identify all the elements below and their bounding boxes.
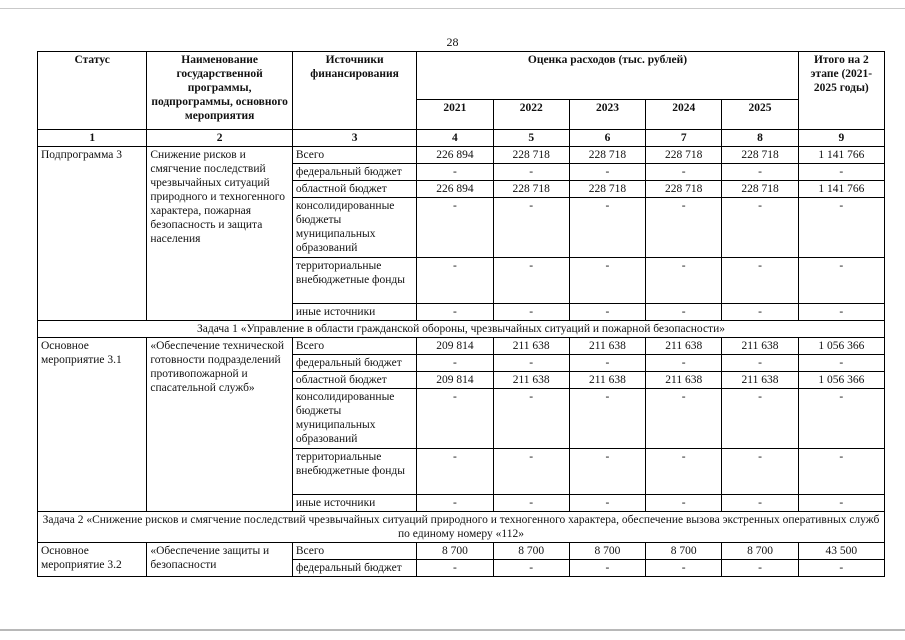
- header-program-name: Наименование государственной программы, подпрограммы, основного мероприятия: [147, 52, 293, 130]
- total-cell: -: [798, 495, 884, 512]
- value-cell: 8 700: [493, 543, 569, 560]
- table-row: [38, 147, 885, 164]
- value-cell: 8 700: [646, 543, 722, 560]
- value-cell: -: [493, 258, 569, 304]
- total-cell: -: [798, 258, 884, 304]
- value-cell: -: [417, 258, 493, 304]
- col-number: 2: [147, 130, 293, 147]
- status-cell: Основное мероприятие 3.1: [38, 338, 147, 512]
- value-cell: -: [417, 449, 493, 495]
- col-number: 9: [798, 130, 884, 147]
- total-cell: 1 141 766: [798, 181, 884, 198]
- source-cell: Всего: [292, 338, 416, 355]
- scan-edge: [0, 8, 905, 9]
- total-cell: 1 141 766: [798, 147, 884, 164]
- value-cell: 228 718: [493, 147, 569, 164]
- header-costs: Оценка расходов (тыс. рублей): [417, 52, 798, 100]
- source-cell: консолидированные бюджеты муниципальных образований: [292, 198, 416, 258]
- value-cell: -: [493, 449, 569, 495]
- value-cell: -: [569, 389, 645, 449]
- year-2021: 2021: [417, 100, 493, 130]
- source-cell: федеральный бюджет: [292, 164, 416, 181]
- value-cell: -: [569, 495, 645, 512]
- value-cell: 228 718: [493, 181, 569, 198]
- value-cell: -: [646, 355, 722, 372]
- page-number: 28: [446, 35, 459, 49]
- value-cell: 211 638: [646, 338, 722, 355]
- value-cell: -: [569, 355, 645, 372]
- value-cell: 228 718: [646, 147, 722, 164]
- value-cell: -: [722, 258, 798, 304]
- value-cell: -: [569, 258, 645, 304]
- value-cell: -: [417, 560, 493, 577]
- value-cell: 228 718: [569, 181, 645, 198]
- value-cell: -: [722, 449, 798, 495]
- value-cell: -: [722, 198, 798, 258]
- value-cell: -: [722, 495, 798, 512]
- year-2024: 2024: [646, 100, 722, 130]
- total-cell: 43 500: [798, 543, 884, 560]
- header-total: Итого на 2 этапе (2021-2025 годы): [798, 52, 884, 130]
- value-cell: -: [493, 355, 569, 372]
- value-cell: -: [417, 389, 493, 449]
- value-cell: 8 700: [569, 543, 645, 560]
- value-cell: -: [417, 304, 493, 321]
- source-cell: иные источники: [292, 495, 416, 512]
- program-name-cell: «Обеспечение технической готовности подразделений противопожарной и спасательной служб»: [147, 338, 293, 512]
- source-cell: консолидированные бюджеты муниципальных образований: [292, 389, 416, 449]
- value-cell: 209 814: [417, 372, 493, 389]
- header-row: [38, 52, 885, 100]
- program-name-cell: Снижение рисков и смягчение последствий чрезвычайных ситуаций природного и техногенного характера, пожарная безопасность и защита населения: [147, 147, 293, 321]
- value-cell: -: [569, 449, 645, 495]
- program-name-cell: «Обеспечение защиты и безопасности: [147, 543, 293, 577]
- value-cell: 211 638: [722, 372, 798, 389]
- header-status: Статус: [38, 52, 147, 130]
- value-cell: -: [417, 198, 493, 258]
- value-cell: -: [722, 304, 798, 321]
- col-number: 8: [722, 130, 798, 147]
- col-number: 6: [569, 130, 645, 147]
- task-row: [38, 512, 885, 543]
- source-cell: федеральный бюджет: [292, 355, 416, 372]
- value-cell: -: [569, 164, 645, 181]
- year-2025: 2025: [722, 100, 798, 130]
- source-cell: областной бюджет: [292, 372, 416, 389]
- task-1-heading: Задача 1 «Управление в области гражданской обороны, чрезвычайных ситуаций и пожарной безопасности»: [38, 321, 885, 338]
- status-cell: Основное мероприятие 3.2: [38, 543, 147, 577]
- value-cell: 228 718: [722, 147, 798, 164]
- total-cell: -: [798, 560, 884, 577]
- value-cell: 209 814: [417, 338, 493, 355]
- value-cell: -: [493, 389, 569, 449]
- total-cell: -: [798, 449, 884, 495]
- value-cell: 8 700: [722, 543, 798, 560]
- total-cell: 1 056 366: [798, 338, 884, 355]
- col-number: 1: [38, 130, 147, 147]
- value-cell: -: [646, 389, 722, 449]
- total-cell: -: [798, 164, 884, 181]
- col-number: 3: [292, 130, 416, 147]
- value-cell: 211 638: [646, 372, 722, 389]
- value-cell: -: [569, 304, 645, 321]
- source-cell: федеральный бюджет: [292, 560, 416, 577]
- value-cell: -: [722, 389, 798, 449]
- total-cell: -: [798, 304, 884, 321]
- value-cell: -: [722, 355, 798, 372]
- value-cell: 211 638: [493, 338, 569, 355]
- total-cell: -: [798, 355, 884, 372]
- value-cell: -: [493, 560, 569, 577]
- task-2-heading: Задача 2 «Снижение рисков и смягчение последствий чрезвычайных ситуаций природного и техногенного характера, обеспечение вызова экстренных оперативных служб по единому номеру «112»: [38, 512, 885, 543]
- value-cell: -: [493, 164, 569, 181]
- total-cell: -: [798, 198, 884, 258]
- value-cell: 211 638: [569, 372, 645, 389]
- value-cell: -: [493, 198, 569, 258]
- value-cell: -: [646, 560, 722, 577]
- value-cell: -: [722, 164, 798, 181]
- value-cell: -: [646, 495, 722, 512]
- value-cell: -: [646, 198, 722, 258]
- value-cell: -: [569, 560, 645, 577]
- table-row: [38, 338, 885, 355]
- source-cell: Всего: [292, 147, 416, 164]
- task-row: [38, 321, 885, 338]
- value-cell: -: [646, 304, 722, 321]
- col-number: 5: [493, 130, 569, 147]
- header-sources: Источники финансирования: [292, 52, 416, 130]
- value-cell: -: [569, 198, 645, 258]
- source-cell: Всего: [292, 543, 416, 560]
- total-cell: -: [798, 389, 884, 449]
- value-cell: -: [493, 495, 569, 512]
- value-cell: 211 638: [493, 372, 569, 389]
- value-cell: -: [417, 164, 493, 181]
- value-cell: -: [646, 449, 722, 495]
- value-cell: 228 718: [722, 181, 798, 198]
- source-cell: областной бюджет: [292, 181, 416, 198]
- value-cell: -: [417, 495, 493, 512]
- value-cell: 226 894: [417, 181, 493, 198]
- col-number: 7: [646, 130, 722, 147]
- column-number-row: [38, 130, 885, 147]
- value-cell: 228 718: [646, 181, 722, 198]
- source-cell: иные источники: [292, 304, 416, 321]
- budget-table: [37, 51, 885, 577]
- value-cell: 8 700: [417, 543, 493, 560]
- source-cell: территориальные внебюджетные фонды: [292, 449, 416, 495]
- table-row: [38, 543, 885, 560]
- value-cell: 228 718: [569, 147, 645, 164]
- scan-edge: [0, 629, 905, 631]
- col-number: 4: [417, 130, 493, 147]
- value-cell: -: [646, 258, 722, 304]
- year-2022: 2022: [493, 100, 569, 130]
- value-cell: 211 638: [569, 338, 645, 355]
- year-2023: 2023: [569, 100, 645, 130]
- value-cell: -: [722, 560, 798, 577]
- source-cell: территориальные внебюджетные фонды: [292, 258, 416, 304]
- status-cell: Подпрограмма 3: [38, 147, 147, 321]
- value-cell: -: [417, 355, 493, 372]
- value-cell: 226 894: [417, 147, 493, 164]
- value-cell: 211 638: [722, 338, 798, 355]
- value-cell: -: [493, 304, 569, 321]
- total-cell: 1 056 366: [798, 372, 884, 389]
- value-cell: -: [646, 164, 722, 181]
